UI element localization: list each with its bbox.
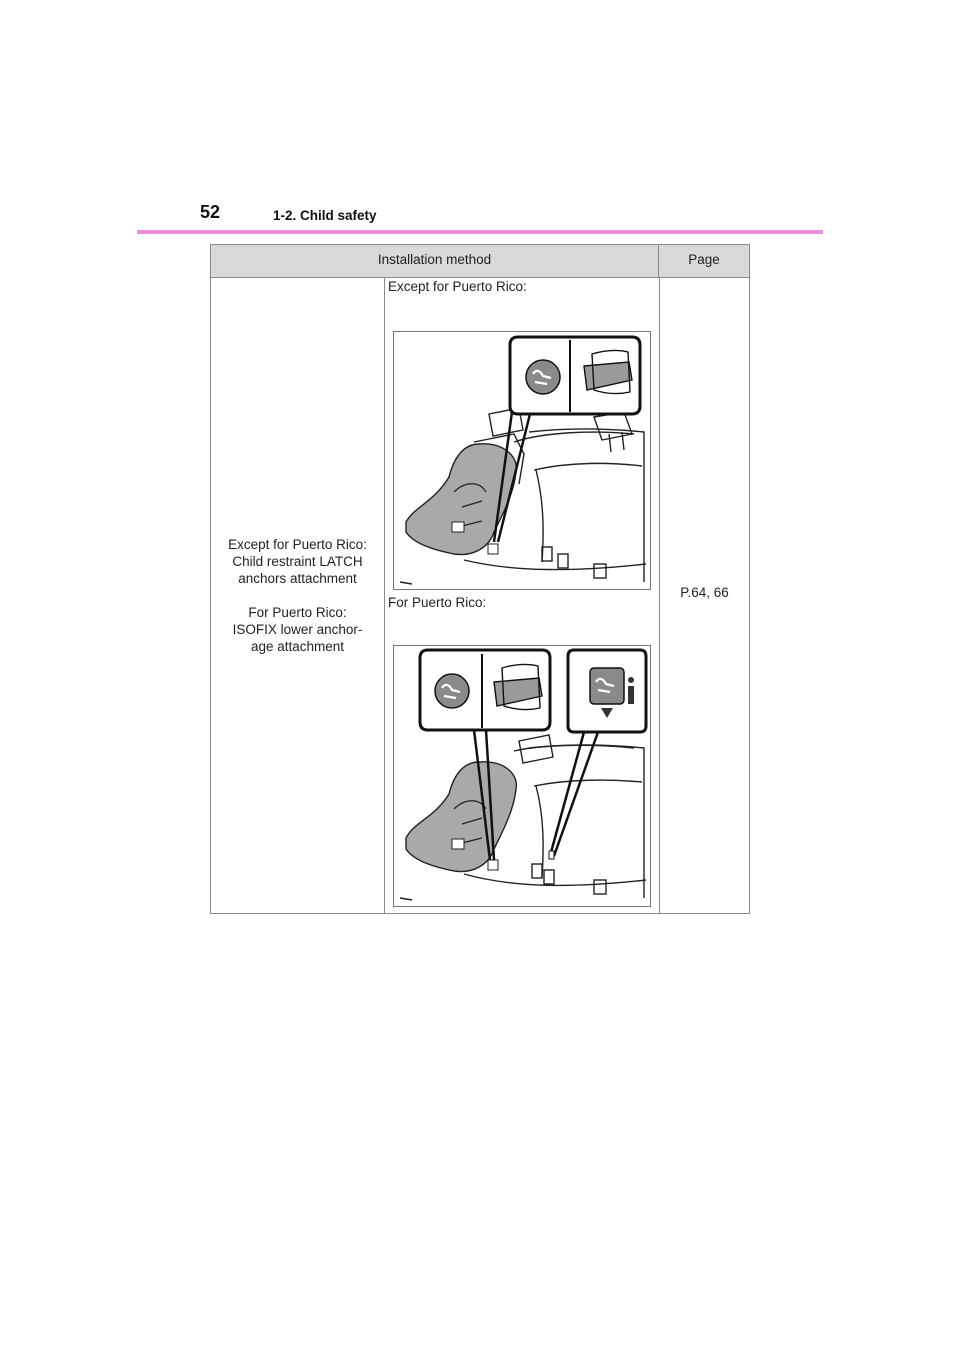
column-header-installation-method: Installation method: [211, 245, 659, 277]
column-header-page: Page: [688, 252, 720, 267]
table-header-row: [211, 245, 749, 278]
header-rule: [137, 230, 823, 234]
installation-table: [210, 244, 750, 914]
latch-anchor-illustration: [393, 331, 651, 590]
column-divider: [384, 278, 385, 913]
section-title: 1-2. Child safety: [273, 208, 377, 223]
method-line: age attachment: [250, 639, 345, 654]
method-line: For Puerto Rico:: [248, 605, 347, 620]
method-line: Except for Puerto Rico:: [228, 537, 367, 552]
method-line: anchors attachment: [238, 571, 357, 586]
image-label-latch: Except for Puerto Rico:: [388, 279, 527, 294]
isofix-anchor-illustration: [393, 645, 651, 907]
method-line: ISOFIX lower anchor-: [232, 622, 363, 637]
image-label-isofix: For Puerto Rico:: [388, 595, 487, 610]
installation-method-cell: [211, 278, 384, 913]
page-number: 52: [200, 202, 221, 222]
page-reference: P.64, 66: [680, 585, 729, 600]
method-line: Child restraint LATCH: [232, 554, 363, 569]
